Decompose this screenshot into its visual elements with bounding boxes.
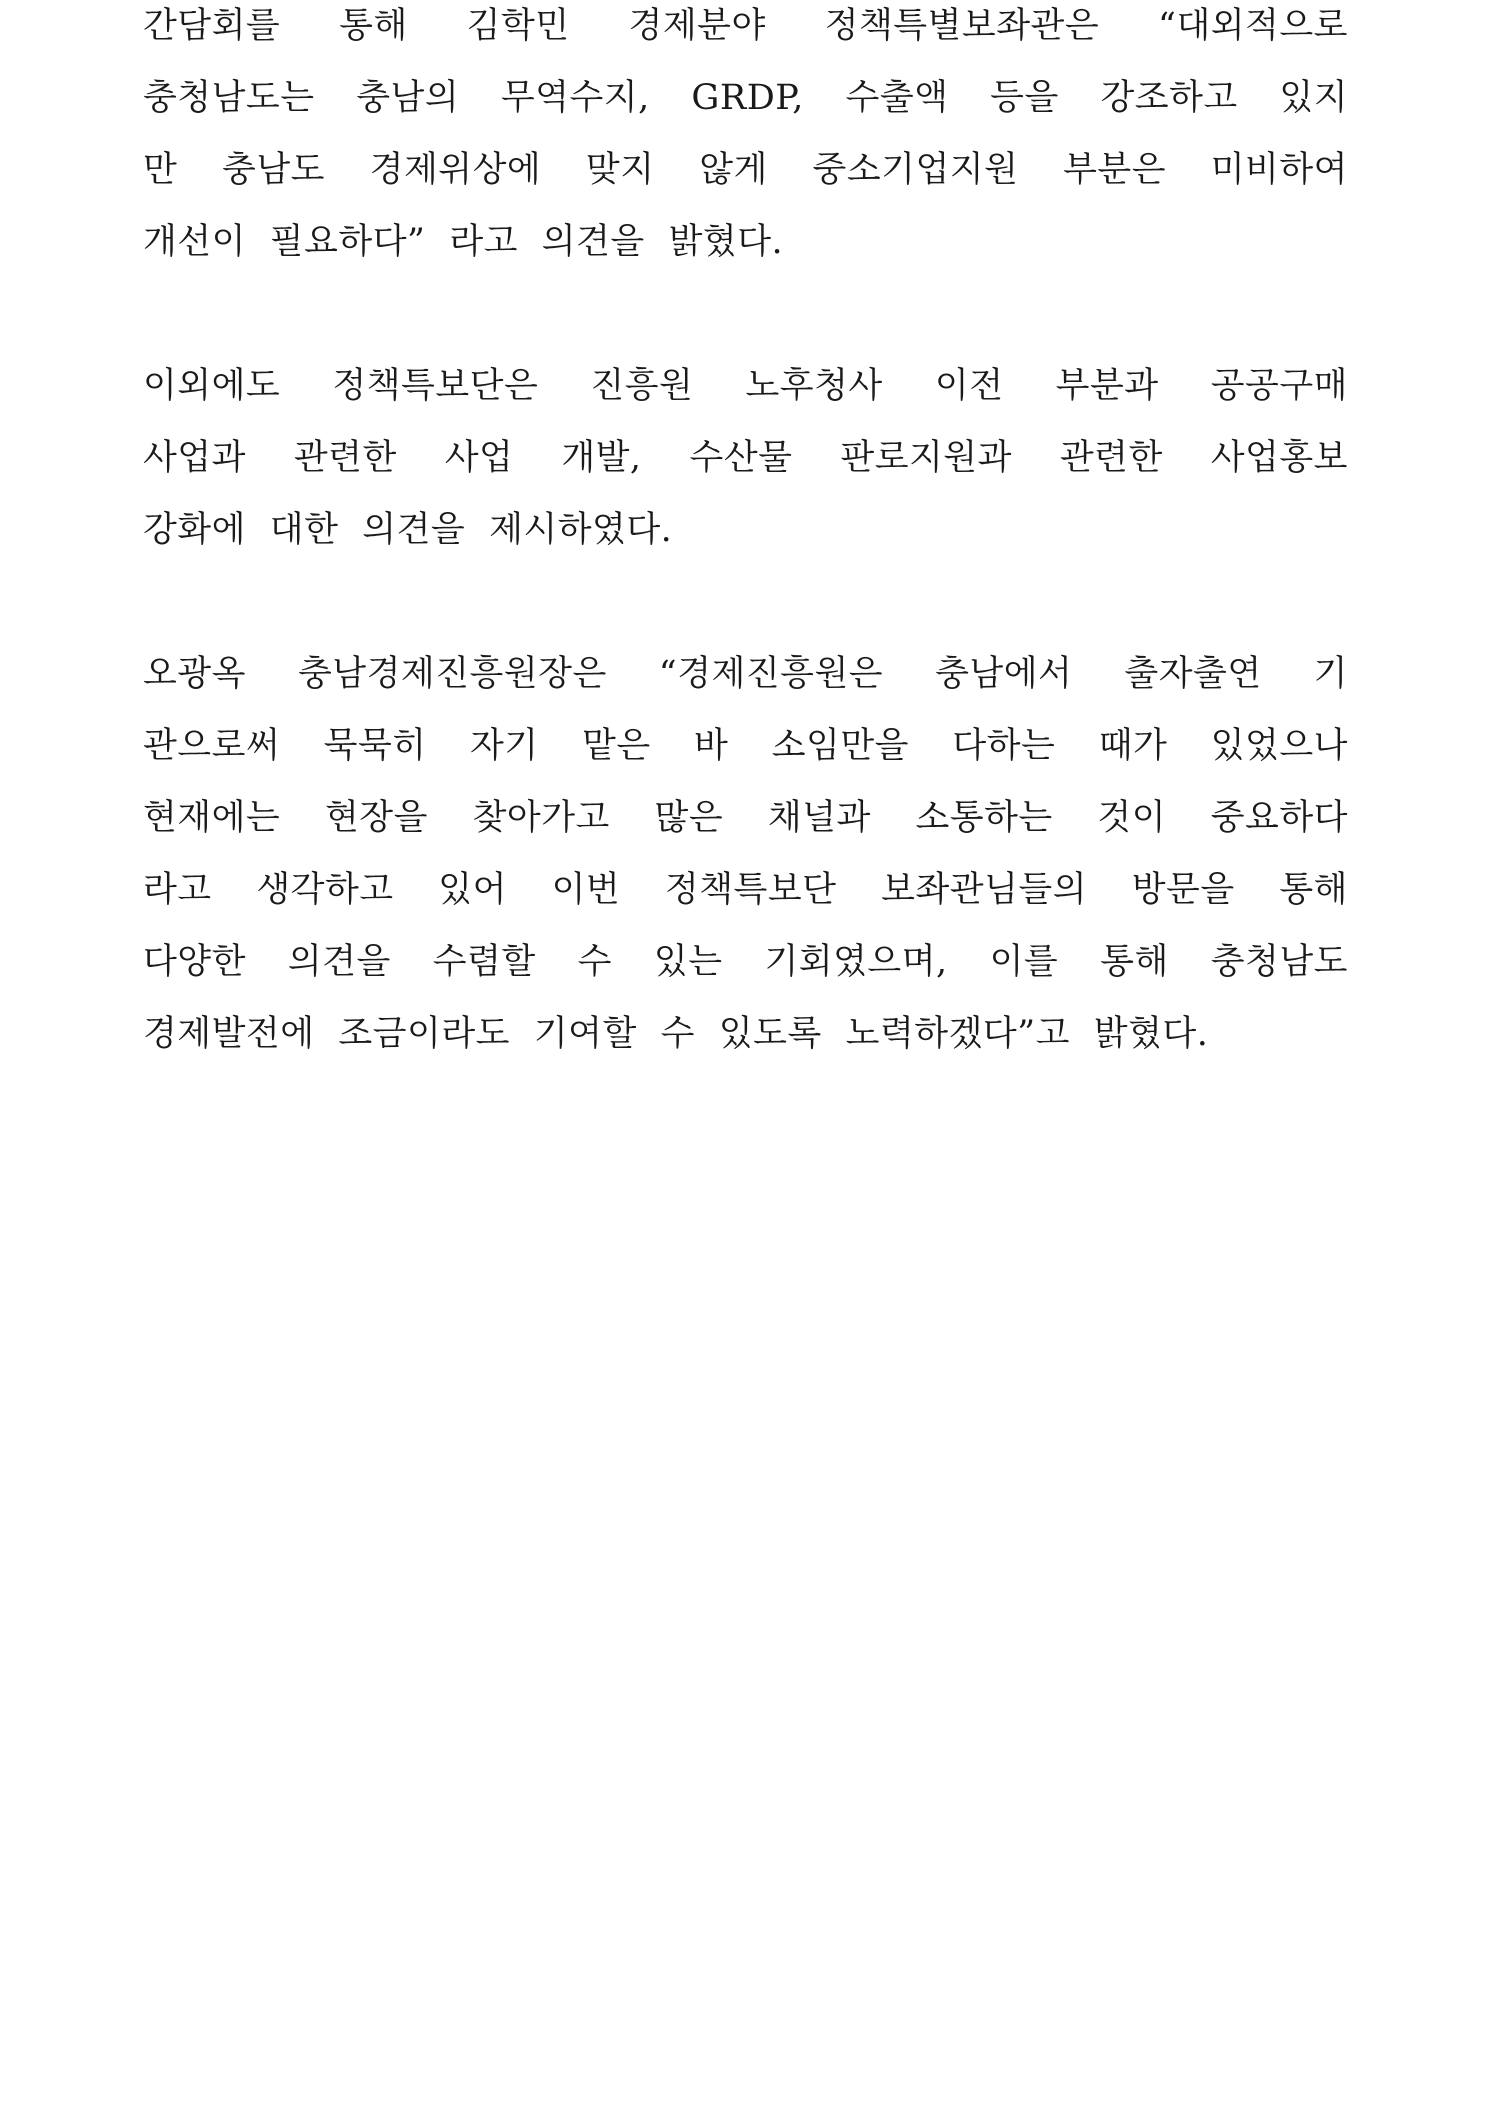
text-line: 간담회를 통해 김학민 경제분야 정책특별보좌관은 “대외적으로 bbox=[143, 6, 1348, 46]
paragraph-meeting-opinion bbox=[143, 0, 1348, 278]
paragraph-additional-opinions bbox=[143, 350, 1348, 566]
text-line: 현재에는 현장을 찾아가고 많은 채널과 소통하는 것이 중요하다 bbox=[143, 798, 1348, 838]
text-line: 경제발전에 조금이라도 기여할 수 있도록 노력하겠다”고 밝혔다. bbox=[143, 1014, 1209, 1054]
text-line: 개선이 필요하다” 라고 의견을 밝혔다. bbox=[143, 222, 784, 262]
text-line: 충청남도는 충남의 무역수지, GRDP, 수출액 등을 강조하고 있지 bbox=[143, 78, 1348, 118]
document-body bbox=[143, 0, 1348, 1070]
paragraph-director-statement bbox=[143, 638, 1348, 1070]
text-line: 사업과 관련한 사업 개발, 수산물 판로지원과 관련한 사업홍보 bbox=[143, 438, 1348, 478]
text-line: 이외에도 정책특보단은 진흥원 노후청사 이전 부분과 공공구매 bbox=[143, 366, 1348, 406]
text-line: 라고 생각하고 있어 이번 정책특보단 보좌관님들의 방문을 통해 bbox=[143, 870, 1348, 910]
text-line: 오광옥 충남경제진흥원장은 “경제진흥원은 충남에서 출자출연 기 bbox=[143, 654, 1348, 694]
text-line: 강화에 대한 의견을 제시하였다. bbox=[143, 510, 673, 550]
text-line: 만 충남도 경제위상에 맞지 않게 중소기업지원 부분은 미비하여 bbox=[143, 150, 1348, 190]
text-line: 다양한 의견을 수렴할 수 있는 기회였으며, 이를 통해 충청남도 bbox=[143, 942, 1348, 982]
text-line: 관으로써 묵묵히 자기 맡은 바 소임만을 다하는 때가 있었으나 bbox=[143, 726, 1348, 766]
